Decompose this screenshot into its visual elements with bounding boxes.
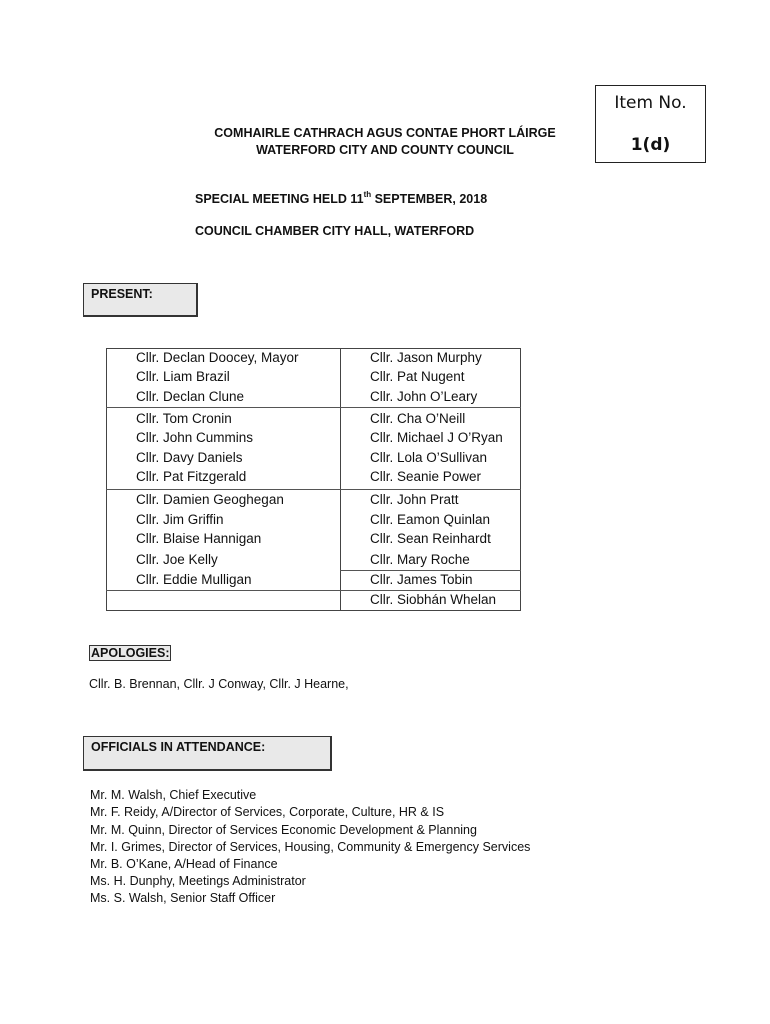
present-label: PRESENT: [83,283,198,317]
council-name-irish: COMHAIRLE CATHRACH AGUS CONTAE PHORT LÁIRGE [214,126,556,140]
official-entry: Ms. S. Walsh, Senior Staff Officer [90,891,276,905]
meeting-location: COUNCIL CHAMBER CITY HALL, WATERFORD [195,224,475,238]
councillor-name: Cllr. Mary Roche [370,552,470,567]
councillor-name: Cllr. Declan Doocey, Mayor [136,350,299,365]
meeting-title [195,192,487,206]
table-row-divider [106,407,521,408]
official-entry: Ms. H. Dunphy, Meetings Administrator [90,874,306,888]
meeting-title-suffix: SEPTEMBER, 2018 [371,192,488,206]
councillor-name: Cllr. Joe Kelly [136,552,218,567]
official-entry: Mr. F. Reidy, A/Director of Services, Corporate, Culture, HR & IS [90,805,445,819]
councillor-name: Cllr. Seanie Power [370,469,482,484]
table-column-divider [340,348,341,611]
councillor-name: Cllr. Tom Cronin [136,411,232,426]
council-name-english: WATERFORD CITY AND COUNTY COUNCIL [256,143,514,157]
item-number-value: 1(d) [630,135,671,155]
councillor-name: Cllr. Michael J O’Ryan [370,430,503,445]
councillor-name: Cllr. Eamon Quinlan [370,512,491,527]
councillor-name: Cllr. Liam Brazil [136,369,230,384]
councillor-name: Cllr. Cha O’Neill [370,411,466,426]
councillor-name: Cllr. John Pratt [370,492,459,507]
councillor-name: Cllr. Sean Reinhardt [370,531,491,546]
councillor-name: Cllr. Siobhán Whelan [370,592,497,607]
apologies-label: APOLOGIES: [91,646,170,660]
councillor-name: Cllr. Damien Geoghegan [136,492,284,507]
officials-label: OFFICIALS IN ATTENDANCE: [83,736,332,771]
councillor-name: Cllr. Declan Clune [136,389,245,404]
councillor-name: Cllr. Pat Fitzgerald [136,469,247,484]
councillor-name: Cllr. Pat Nugent [370,369,465,384]
apologies-text: Cllr. B. Brennan, Cllr. J Conway, Cllr. J Hearne, [89,677,349,691]
meeting-date-ordinal: th [363,190,372,199]
councillor-name: Cllr. Davy Daniels [136,450,243,465]
councillor-name: Cllr. James Tobin [370,572,473,587]
official-entry: Mr. B. O’Kane, A/Head of Finance [90,857,278,871]
councillor-name: Cllr. John O’Leary [370,389,478,404]
official-entry: Mr. M. Quinn, Director of Services Economic Development & Planning [90,823,477,837]
councillor-name: Cllr. Blaise Hannigan [136,531,262,546]
councillor-name: Cllr. Jim Griffin [136,512,224,527]
councillor-name: Cllr. John Cummins [136,430,254,445]
table-row-divider [106,489,521,490]
item-number-label: Item No. [614,93,687,113]
councillor-name: Cllr. Eddie Mulligan [136,572,252,587]
item-number-box [595,85,706,163]
councillor-name: Cllr. Jason Murphy [370,350,482,365]
table-row-divider [106,590,521,591]
meeting-title-prefix: SPECIAL MEETING HELD 11 [195,192,364,206]
table-row-divider [340,570,521,571]
official-entry: Mr. M. Walsh, Chief Executive [90,788,257,802]
official-entry: Mr. I. Grimes, Director of Services, Housing, Community & Emergency Services [90,840,531,854]
councillor-name: Cllr. Lola O’Sullivan [370,450,488,465]
